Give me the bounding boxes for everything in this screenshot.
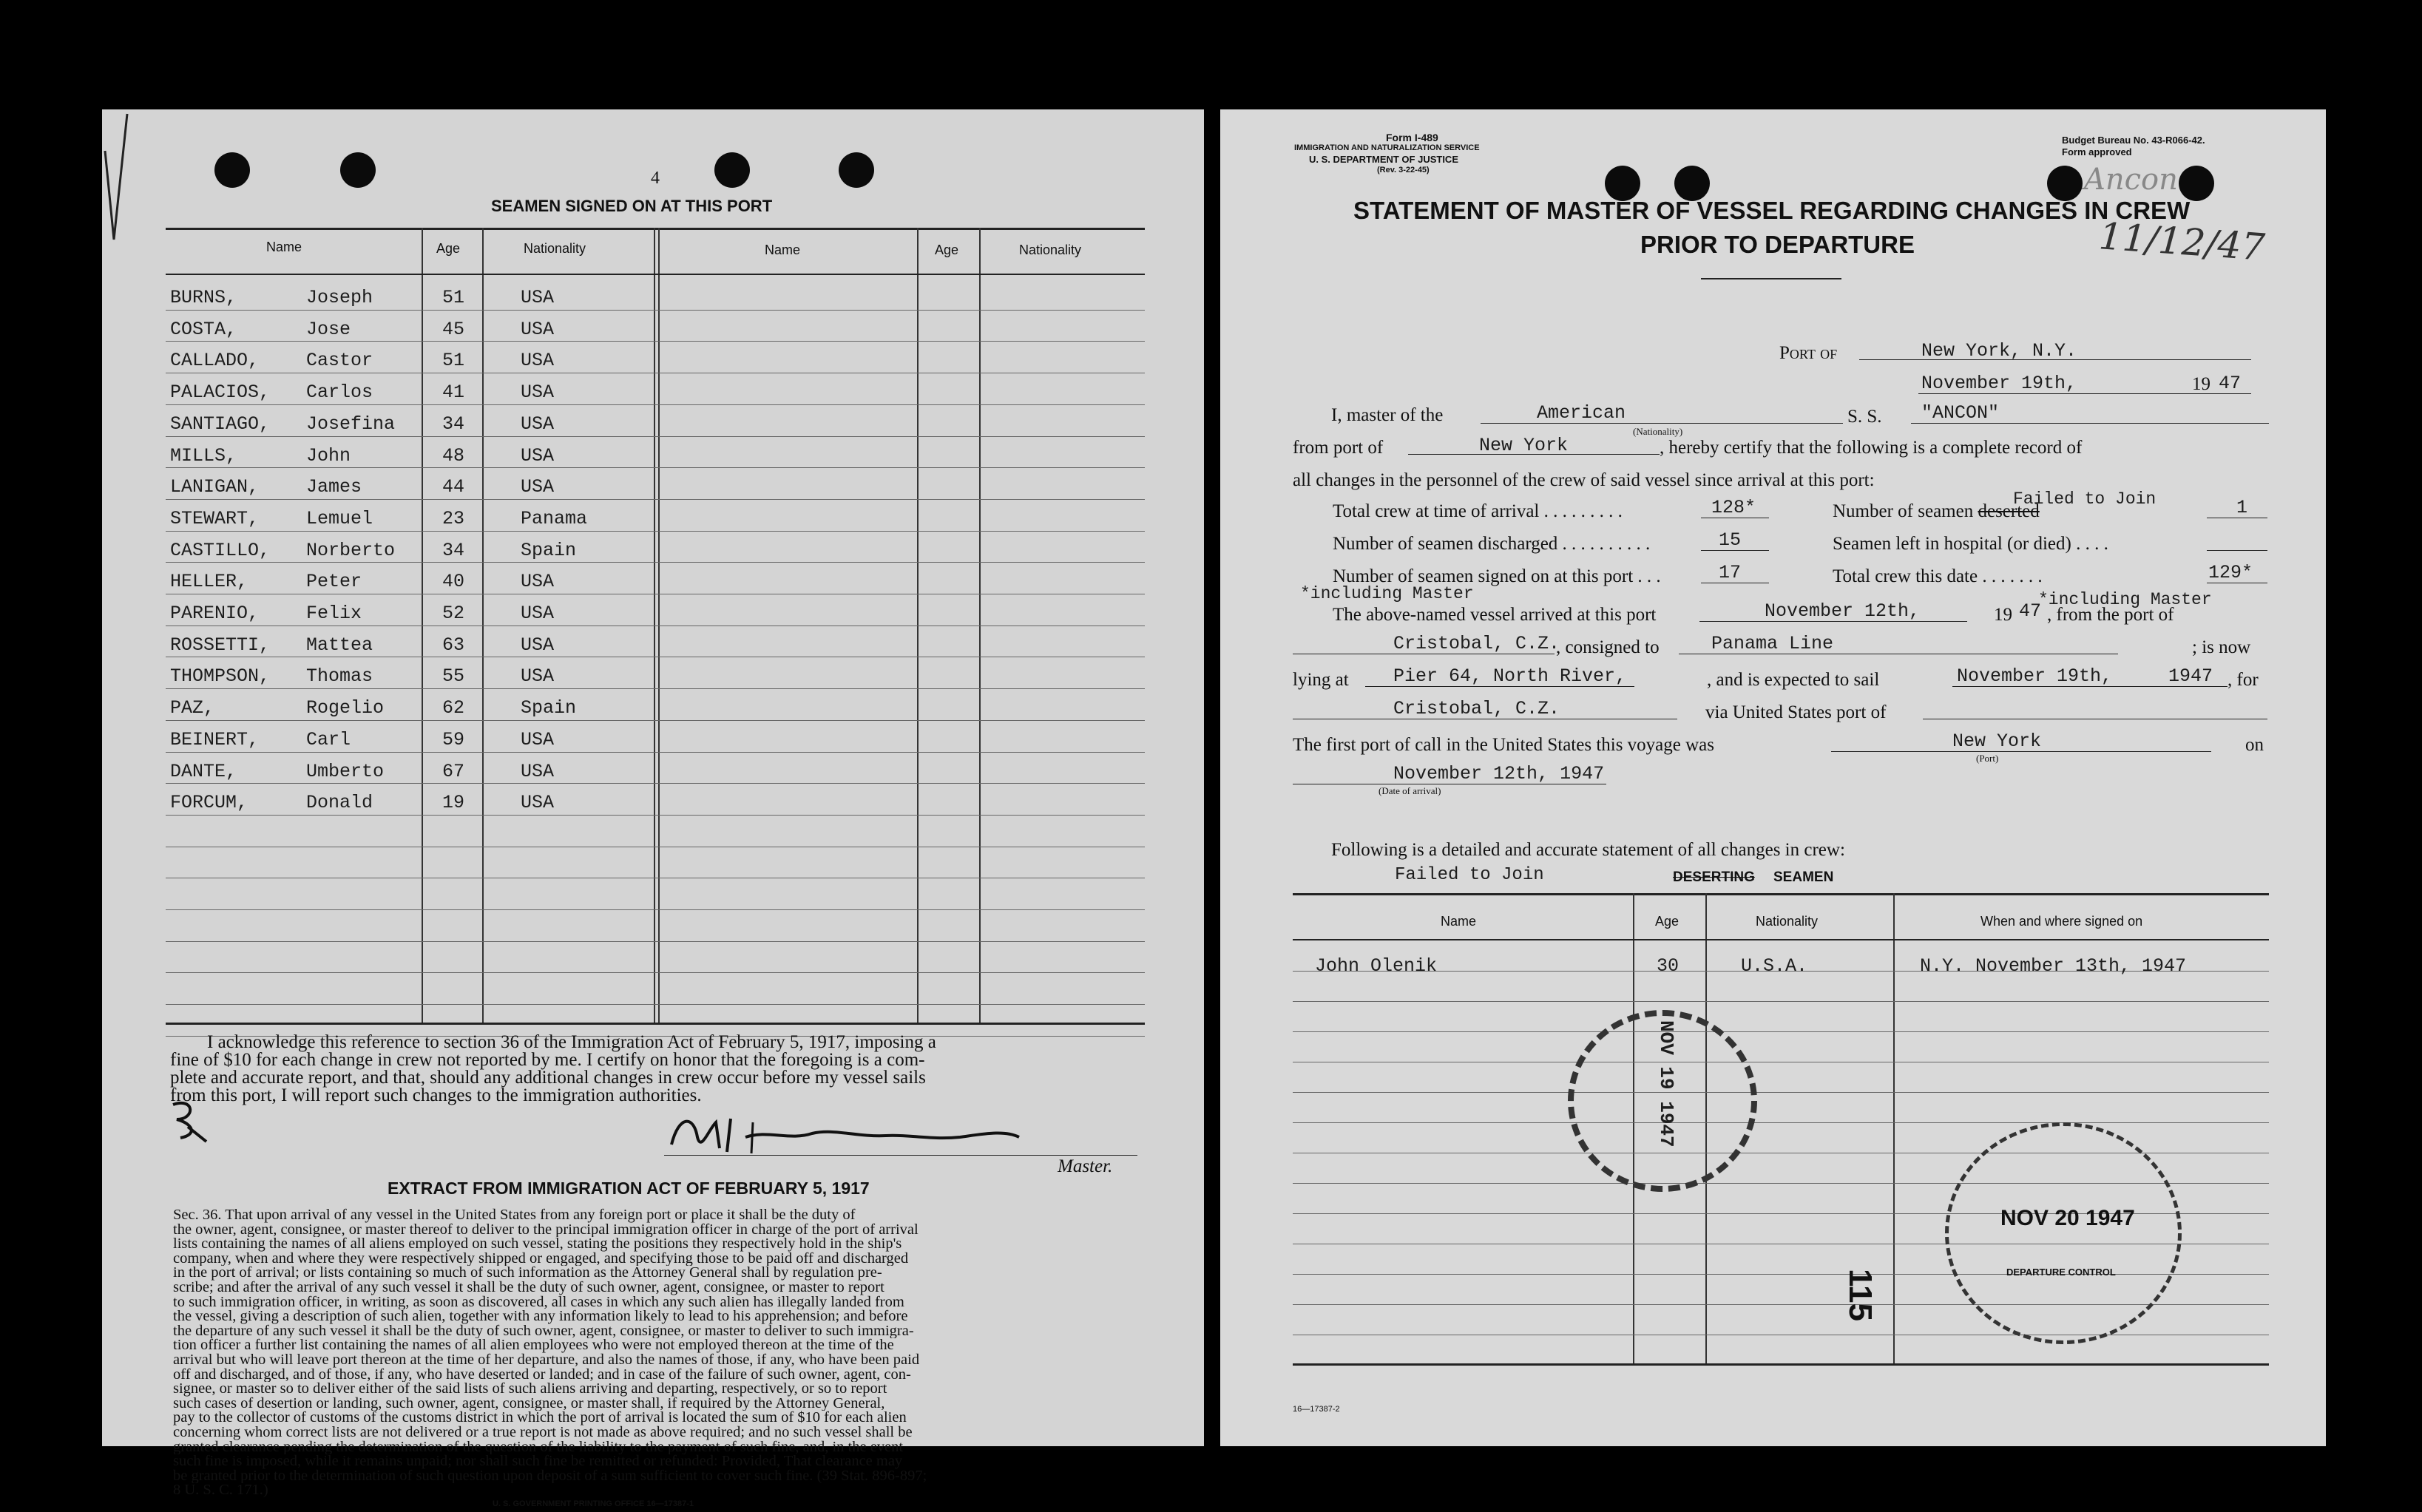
extract-line: lists containing the names of all aliens employed on such vessel, stating the positions they respectively hold in the ship's	[173, 1237, 902, 1252]
extract-line: be granted prior to the determination of such question upon deposit of a sum sufficient to cover such fine. (39 Stat. 896-897;	[173, 1468, 927, 1484]
col-header-age: Age	[436, 241, 461, 256]
table-row-line	[166, 467, 1145, 468]
seaman-age: 51	[442, 350, 465, 371]
seaman-nationality: USA	[521, 413, 555, 435]
col-header-name-2: Name	[765, 243, 801, 257]
including-master-note-2: *including Master	[2038, 590, 2212, 609]
extract-line: such fine is imposed, while it remains unpaid; nor shall such fine be remitted or refunded: Provided, That clearance may	[173, 1454, 903, 1469]
master-of-label: I, master of the	[1331, 405, 1444, 425]
table-row-line	[166, 562, 1145, 563]
from-port-value: New York	[1479, 435, 1569, 456]
form-number: Form I-489	[1386, 132, 1438, 143]
extract-line: signee, or master so to deliver either of the said lists of such aliens arriving and departing, respectively, or so to report	[173, 1382, 887, 1397]
first-port-value: New York	[1952, 730, 2042, 752]
punch-hole	[714, 152, 750, 188]
changes-row-line	[1293, 1092, 2269, 1093]
seaman-nationality: USA	[521, 792, 555, 813]
seaman-age: 23	[442, 508, 465, 529]
including-master-note-1: *including Master	[1300, 584, 1474, 603]
seaman-surname: THOMPSON,	[170, 665, 271, 687]
total-date-value: 129*	[2208, 562, 2253, 583]
seaman-nationality: USA	[521, 665, 555, 687]
seaman-surname: PAZ,	[170, 697, 215, 719]
for-label: , for	[2228, 670, 2259, 690]
seaman-surname: BURNS,	[170, 287, 237, 308]
extract-line: such cases of desertion or landing, such owner, agent, consignee, or master shall, if required by the Attorney General,	[173, 1396, 885, 1411]
certify-text: , hereby certify that the following is a complete record of	[1660, 438, 2083, 458]
initials-mark	[166, 1097, 217, 1149]
extract-line: arrival but who will leave port thereon at the time of her departure, and also the names of those, if any, who have been paid	[173, 1352, 920, 1368]
acknowledgment-line-2: fine of $10 for each change in crew not reported by me. I certify on honor that the foregoing is a com-	[170, 1050, 925, 1070]
from-port-of-label: , from the port of	[2047, 605, 2174, 625]
punch-hole	[2179, 166, 2214, 201]
change-age: 30	[1657, 955, 1679, 977]
stamp-date-rotated: NOV 19 1947	[1655, 1020, 1677, 1147]
extract-line: 8 U. S. C. 171.)	[173, 1483, 268, 1498]
col-header-nationality: Nationality	[524, 241, 586, 256]
nationality-value: American	[1537, 402, 1626, 424]
hospital-label: Seamen left in hospital (or died) . . . .	[1833, 534, 2108, 554]
seaman-given-name: John	[306, 445, 351, 467]
seaman-age: 62	[442, 697, 465, 719]
seaman-given-name: Carl	[306, 729, 351, 750]
seaman-nationality: USA	[521, 729, 555, 750]
year-value: 47	[2219, 373, 2242, 394]
seaman-nationality: USA	[521, 319, 555, 340]
revision: (Rev. 3-22-45)	[1377, 166, 1430, 174]
seaman-given-name: Joseph	[306, 287, 373, 308]
seaman-surname: PALACIOS,	[170, 382, 271, 403]
destination: Cristobal, C.Z.	[1393, 698, 1560, 719]
punch-hole	[2047, 166, 2083, 201]
seaman-age: 44	[442, 476, 465, 498]
origin-port: Cristobal, C.Z.	[1393, 633, 1560, 654]
changes-row-line	[1293, 1122, 2269, 1123]
table-row-line	[166, 341, 1145, 342]
extract-line: company, when and where they were respectively shipped or engaged, and specifying those to be paid off and discharged	[173, 1251, 909, 1267]
from-port-label: from port of	[1293, 438, 1384, 458]
failed-to-join-note: Failed to Join	[2013, 489, 2157, 509]
seaman-surname: COSTA,	[170, 319, 237, 340]
seaman-given-name: Umberto	[306, 761, 385, 782]
table-row-line	[166, 909, 1145, 910]
printing-office-note: U. S. GOVERNMENT PRINTING OFFICE 16—17387-1	[493, 1499, 694, 1508]
stamp-text: DEPARTURE CONTROL	[2006, 1267, 2116, 1278]
table-row-line	[166, 941, 1145, 942]
extract-line: the departure of any such vessel it shall be the duty of such owner, agent, consignee, or master to deliver to such immigra-	[173, 1323, 914, 1339]
punch-hole	[340, 152, 376, 188]
failed-label: Failed to Join	[1395, 865, 1544, 885]
seaman-surname: FORCUM,	[170, 792, 248, 813]
seaman-age: 19	[442, 792, 465, 813]
on-label: on	[2245, 735, 2264, 755]
seaman-age: 41	[442, 382, 465, 403]
seaman-nationality: USA	[521, 382, 555, 403]
left-page	[102, 109, 1204, 1508]
arrived-year-prefix: 19	[1994, 605, 2012, 625]
seaman-nationality: USA	[521, 634, 555, 656]
seaman-age: 34	[442, 413, 465, 435]
seaman-surname: ROSSETTI,	[170, 634, 271, 656]
immigration-stamp	[1568, 1010, 1757, 1192]
page-number: 4	[651, 169, 660, 188]
seaman-given-name: Mattea	[306, 634, 373, 656]
signed-on-value: 17	[1719, 562, 1742, 583]
seaman-surname: PARENIO,	[170, 603, 260, 624]
extract-line: granted clearance pending the determination of the question of the liability to the payment of such fine, and, in the event	[173, 1440, 904, 1455]
extract-line: to such immigration officer, in writing, as soon as discovered, all cases in which any such alien has illegally landed from	[173, 1295, 904, 1310]
seaman-age: 59	[442, 729, 465, 750]
consignee: Panama Line	[1711, 633, 1834, 654]
table-row-line	[166, 310, 1145, 311]
deserted-label: Number of seamen deserted	[1833, 501, 2040, 521]
seaman-nationality: Spain	[521, 540, 577, 561]
total-arrival-label: Total crew at time of arrival . . . . . . . . .	[1333, 501, 1623, 521]
table-row-line	[166, 404, 1145, 405]
seaman-age: 34	[442, 540, 465, 561]
table-row-line	[166, 720, 1145, 721]
change-name: John Olenik	[1315, 955, 1438, 977]
seaman-age: 40	[442, 571, 465, 592]
master-signature	[664, 1108, 1078, 1159]
ship-name: "ANCON"	[1921, 402, 2000, 424]
port-caption: (Port)	[1976, 753, 1999, 764]
agency-1: IMMIGRATION AND NATURALIZATION SERVICE	[1294, 143, 1480, 152]
nationality-caption: (Nationality)	[1633, 426, 1683, 437]
seaman-surname: LANIGAN,	[170, 476, 260, 498]
col-header-age-2: Age	[935, 243, 959, 257]
extract-line: in the port of arrival; or lists containing so much of such information as the Attorney General shall by regulation pre-	[173, 1266, 882, 1281]
port-value: New York, N.Y.	[1921, 340, 2077, 362]
acknowledgment-line-1: I acknowledge this reference to section 36 of the Immigration Act of February 5, 1917, imposing a	[207, 1032, 936, 1052]
consigned-label: , consigned to	[1556, 637, 1660, 657]
seaman-given-name: Thomas	[306, 665, 373, 687]
seaman-surname: HELLER,	[170, 571, 248, 592]
seaman-age: 48	[442, 445, 465, 467]
form-title-line-1: STATEMENT OF MASTER OF VESSEL REGARDING CHANGES IN CREW	[1353, 197, 2191, 224]
seaman-age: 67	[442, 761, 465, 782]
seaman-given-name: Jose	[306, 319, 351, 340]
seaman-surname: SANTIAGO,	[170, 413, 271, 435]
changes-header-when: When and where signed on	[1980, 914, 2143, 929]
punch-hole	[1674, 166, 1710, 201]
arrived-label: The above-named vessel arrived at this port	[1333, 605, 1657, 625]
seaman-age: 45	[442, 319, 465, 340]
change-nationality: U.S.A.	[1741, 955, 1808, 977]
seaman-given-name: Castor	[306, 350, 373, 371]
seaman-given-name: Rogelio	[306, 697, 385, 719]
seaman-given-name: Peter	[306, 571, 362, 592]
date-caption: (Date of arrival)	[1379, 785, 1441, 796]
seaman-nationality: USA	[521, 445, 555, 467]
seaman-nationality: Panama	[521, 508, 588, 529]
seaman-nationality: Spain	[521, 697, 577, 719]
extract-line: Sec. 36. That upon arrival of any vessel in the United States from any foreign port or place it shall be the duty of	[173, 1208, 856, 1223]
seaman-given-name: Lemuel	[306, 508, 373, 529]
seaman-surname: DANTE,	[170, 761, 237, 782]
printing-code: 16—17387-2	[1293, 1405, 1340, 1414]
extract-title: EXTRACT FROM IMMIGRATION ACT OF FEBRUARY 5, 1917	[388, 1179, 870, 1198]
seaman-surname: MILLS,	[170, 445, 237, 467]
seaman-age: 55	[442, 665, 465, 687]
seaman-given-name: Norberto	[306, 540, 396, 561]
col-header-name: Name	[266, 240, 302, 254]
table-row-line	[166, 972, 1145, 973]
right-page	[1220, 109, 2326, 1446]
arrived-year: 47	[2019, 600, 2042, 622]
col-header-nationality-2: Nationality	[1019, 243, 1082, 257]
arrival-date-value: November 12th, 1947	[1393, 763, 1605, 784]
deserted-value: 1	[2236, 497, 2248, 518]
changes-header-nationality: Nationality	[1756, 914, 1819, 929]
extract-line: pay to the collector of customs of the customs district in which the port of arrival is located the sum of $10 for each alien	[173, 1411, 907, 1425]
form-title-line-2: PRIOR TO DEPARTURE	[1640, 231, 1915, 258]
extract-line: scribe; and after the arrival of any such vessel it shall be the duty of such owner, agent, consignee, or master to report	[173, 1280, 884, 1295]
seaman-surname: CALLADO,	[170, 350, 260, 371]
seaman-given-name: Felix	[306, 603, 362, 624]
table-row-line	[166, 531, 1145, 532]
acknowledgment-line-3: plete and accurate report, and that, should any additional changes in crew occur before my vessel sails	[170, 1068, 926, 1088]
seaman-surname: BEINERT,	[170, 729, 260, 750]
changes-row-line	[1293, 1001, 2269, 1002]
seaman-given-name: Donald	[306, 792, 373, 813]
table-title: SEAMEN SIGNED ON AT THIS PORT	[491, 197, 773, 215]
handwritten-date: 11/12/47	[2097, 214, 2267, 269]
table-row-line	[166, 783, 1145, 784]
handwritten-number: 115	[1842, 1269, 1878, 1321]
table-row-line	[166, 688, 1145, 689]
extract-line: the vessel, giving a description of such alien, together with any information likely to lead to his apprehension; and before	[173, 1309, 908, 1324]
table-row-line	[166, 499, 1145, 500]
changes-header-name: Name	[1441, 914, 1477, 929]
master-label: Master.	[1058, 1156, 1113, 1176]
total-arrival-value: 128*	[1711, 497, 1756, 518]
discharged-value: 15	[1719, 529, 1742, 551]
extract-line: tion officer a further list containing the names of all alien employees who were not employed thereon at the time of the	[173, 1338, 894, 1353]
pier: Pier 64, North River,	[1393, 665, 1627, 687]
seaman-nationality: USA	[521, 571, 555, 592]
table-row-line	[166, 1004, 1145, 1005]
first-port-label: The first port of call in the United States this voyage was	[1293, 735, 1715, 755]
arrived-date: November 12th,	[1765, 600, 1921, 622]
extract-body	[173, 1208, 1142, 1498]
sail-year: 1947	[2168, 665, 2213, 687]
seamen-label: SEAMEN	[1773, 869, 1834, 885]
lying-at-label: lying at	[1293, 670, 1349, 690]
seaman-given-name: Carlos	[306, 382, 373, 403]
seaman-nationality: USA	[521, 761, 555, 782]
seaman-age: 51	[442, 287, 465, 308]
departure-control-stamp	[1945, 1122, 2182, 1344]
year-prefix: 19	[2192, 374, 2210, 394]
discharged-label: Number of seamen discharged . . . . . . . . . .	[1333, 534, 1651, 554]
agency-2: U. S. DEPARTMENT OF JUSTICE	[1309, 154, 1458, 165]
port-label: Port of	[1779, 343, 1838, 363]
seaman-given-name: James	[306, 476, 362, 498]
date-value: November 19th,	[1921, 373, 2077, 394]
punch-hole	[839, 152, 874, 188]
seaman-nationality: USA	[521, 287, 555, 308]
seaman-nationality: USA	[521, 350, 555, 371]
seaman-surname: CASTILLO,	[170, 540, 271, 561]
punch-hole	[1605, 166, 1640, 201]
total-date-label: Total crew this date . . . . . . .	[1833, 566, 2043, 586]
following-label: Following is a detailed and accurate statement of all changes in crew:	[1331, 840, 1845, 860]
table-row-line	[166, 436, 1145, 437]
ss-label: S. S.	[1847, 407, 1882, 427]
acknowledgment-line-4: from this port, I will report such changes to the immigration authorities.	[170, 1085, 702, 1105]
form-approved: Form approved	[2062, 146, 2132, 157]
seaman-surname: STEWART,	[170, 508, 260, 529]
sail-label: , and is expected to sail	[1707, 670, 1880, 690]
certify-text-2: all changes in the personnel of the crew of said vessel since arrival at this port:	[1293, 470, 1875, 490]
extract-line: the owner, agent, consignee, or master thereof to deliver to the principal immigration officer in charge of the port of arrival	[173, 1222, 919, 1238]
check-mark-icon	[98, 106, 142, 247]
via-label: via United States port of	[1705, 702, 1887, 722]
seaman-nationality: USA	[521, 603, 555, 624]
punch-hole	[214, 152, 250, 188]
extract-line: off and discharged, and of those, if any, who have deserted or landed; and in case of the failure of such owner, agent, con-	[173, 1367, 911, 1383]
change-signed-on: N.Y. November 13th, 1947	[1920, 955, 2187, 977]
sail-date: November 19th,	[1957, 665, 2113, 687]
table-row-line	[166, 752, 1145, 753]
signed-on-label: Number of seamen signed on at this port . . .	[1333, 566, 1661, 586]
is-now-label: ; is now	[2192, 637, 2251, 657]
seaman-age: 52	[442, 603, 465, 624]
seaman-nationality: USA	[521, 476, 555, 498]
deserting-label: DESERTING	[1673, 869, 1755, 885]
handwritten-note: Ancon	[2084, 163, 2178, 197]
extract-line: concerning whom correct lists are not delivered or a true report is not made as above required; and no such vessel shall be	[173, 1425, 913, 1440]
seaman-given-name: Josefina	[306, 413, 396, 435]
seaman-age: 63	[442, 634, 465, 656]
budget-bureau: Budget Bureau No. 43-R066-42.	[2062, 135, 2205, 146]
changes-row-line	[1293, 1031, 2269, 1032]
stamp-date: NOV 20 1947	[2000, 1206, 2135, 1230]
table-row-line	[166, 815, 1145, 816]
changes-header-age: Age	[1655, 914, 1679, 929]
